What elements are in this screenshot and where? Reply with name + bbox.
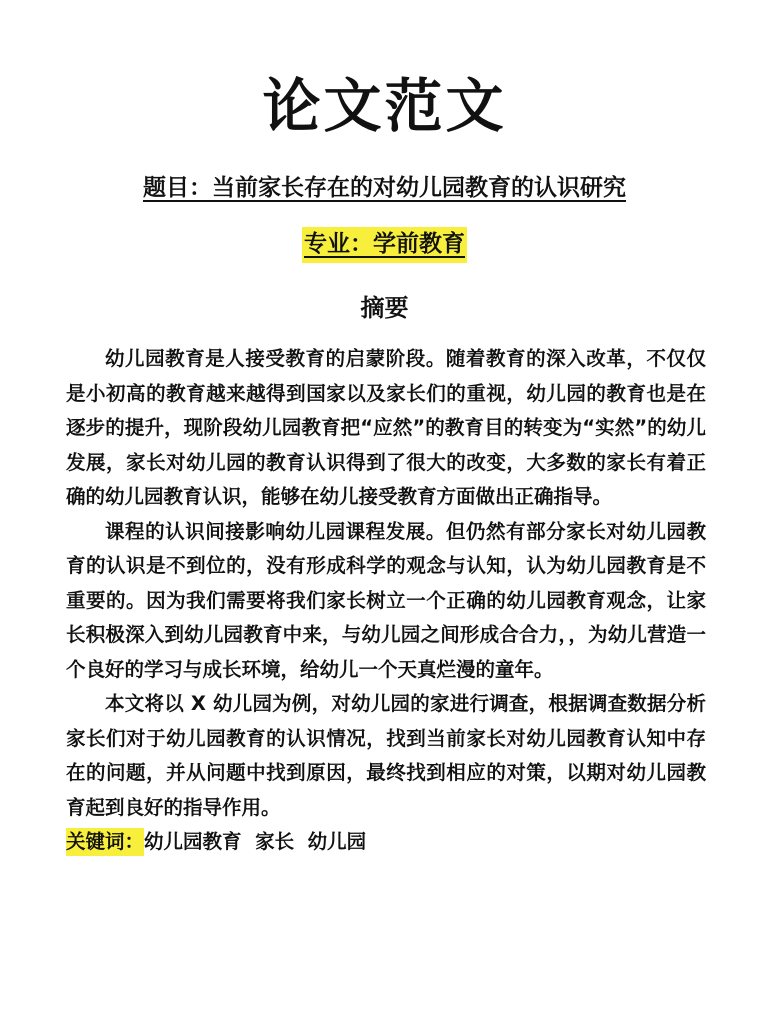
abstract-heading: 摘要 — [360, 294, 409, 322]
major-line — [0, 224, 769, 264]
subject-line — [0, 168, 769, 208]
subject-text: 题目：当前家长存在的对幼儿园教育的认识研究 — [143, 175, 626, 201]
abstract-paragraph-3: 本文将以 X 幼儿园为例，对幼儿园的家进行调查，根据调查数据分析家长们对于幼儿园教育的认识情况，找到当前家长对幼儿园教育认知中存在的问题，并从问题中找到原因，最终找到相应的对策，以期对幼儿园教育起到良好的指导作用。 — [66, 692, 706, 819]
keywords-value: 幼儿园教育 家长 幼儿园 — [144, 830, 367, 853]
major-text: 专业：学前教育 — [302, 227, 467, 263]
abstract-body — [66, 342, 706, 860]
abstract-paragraph-1: 幼儿园教育是人接受教育的启蒙阶段。随着教育的深入改革，不仅仅是小初高的教育越来越得到国家以及家长们的重视，幼儿园的教育也是在逐步的提升，现阶段幼儿园教育把“应然”的教育目的转变为“实然”的幼儿发展，家长对幼儿园的教育认识得到了很大的改变，大多数的家长有着正确的幼儿园教育认识，能够在幼儿接受教育方面做出正确指导。 — [66, 347, 706, 508]
keywords-label: 关键词： — [66, 828, 144, 856]
document-title: 论文范文 — [262, 72, 507, 140]
abstract-paragraph-2: 课程的认识间接影响幼儿园课程发展。但仍然有部分家长对幼儿园教育的认识是不到位的，没有形成科学的观念与认知，认为幼儿园教育是不重要的。因为我们需要将我们家长树立一个正确的幼儿园教育观念，让家长积极深入到幼儿园教育中来，与幼儿园之间形成合合力，，为幼儿营造一个良好的学习与成长环境，给幼儿一个天真烂漫的童年。 — [66, 519, 706, 681]
keywords-line — [66, 825, 706, 860]
